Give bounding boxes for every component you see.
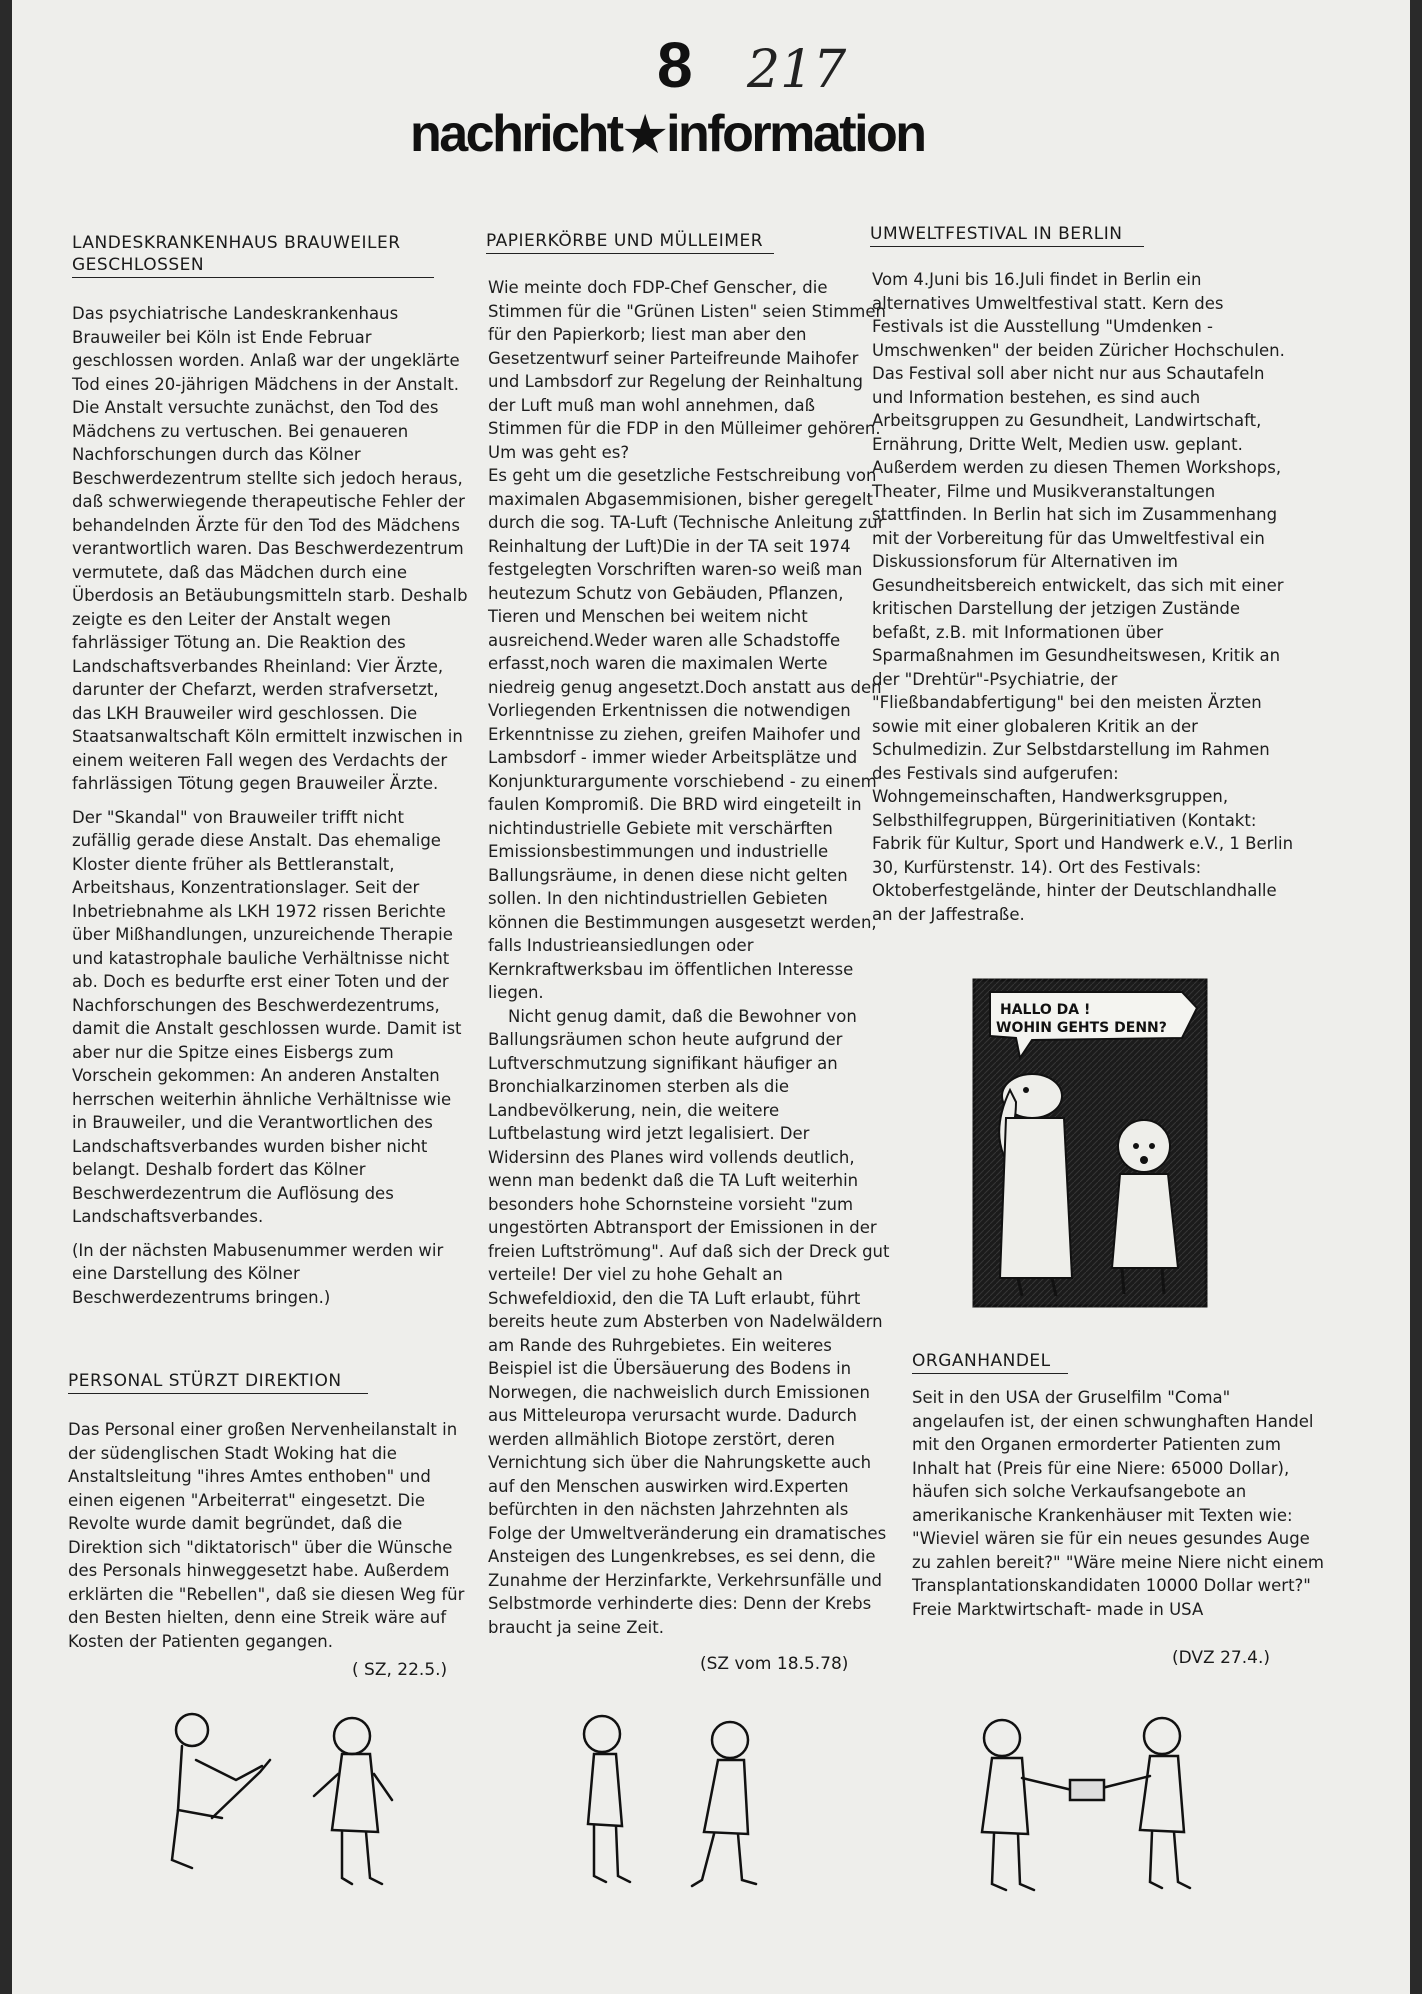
article-title-papierkoerbe: PAPIERKÖRBE UND MÜLLEIMER (486, 230, 774, 254)
article-title-umweltfestival: UMWELTFESTIVAL IN BERLIN (870, 223, 1144, 247)
paragraph: Es geht um die gesetzliche Festschreibung von maximalen Abgasemmisionen, bisher geregelt durch die sog. TA-Luft (Technische Anleitung zur Reinhaltung der Luft)Die in der TA seit 1974 festgelegten Vorschriften waren-so weiß man heutezum Schutz von Gebäuden, Pflanzen, Tieren und Menschen bei weitem nicht ausreichend.Weder waren alle Schadstoffe erfasst,noch waren die maximalen Werte niedreig genug angesetzt.Doch anstatt aus den Vorliegenden Erkentnissen die notwendigen Erkenntnisse zu ziehen, greifen Maihofer und Lambsdorf - immer wieder Arbeitsplätze und Konjunkturargumente vorschiebend - zu einem faulen Kompromiß. Die BRD wird eingeteilt in nichtindustrielle Gebiete mit verschärften Emissionsbestimmungen und industrielle Ballungsräume, in denen diese nicht gelten sollen. In den nichtindustriellen Gebieten können die Bestimmungen ausgesetzt werden, falls Industrieansiedlungen oder Kernkraftwerksbau im öffentlichen Interesse liegen. (488, 466, 885, 1002)
page-number: 8 (657, 29, 695, 101)
dog-and-woman-cartoon (972, 978, 1208, 1308)
handwritten-page-number: 217 (747, 40, 847, 100)
karate-kick-cartoon (152, 1700, 412, 1890)
article-body-papierkoerbe (488, 276, 892, 1649)
star-icon: ★ (623, 109, 665, 162)
source-citation: ( SZ, 22.5.) (352, 1660, 448, 1680)
paragraph: Vom 4.Juni bis 16.Juli findet in Berlin ein alternatives Umweltfestival statt. Kern des Festivals ist die Ausstellung "Umdenken - Umschwenken" der beiden Züricher Hochschulen. Das Festival soll aber nicht nur aus Schautafeln und Information bestehen, es sind auch Arbeitsgruppen zu Gesundheit, Landwirtschaft, Ernährung, Dritte Welt, Medien usw. geplant. Außerdem werden zu diesen Themen Workshops, Theater, Filme und Musikveranstaltungen stattfinden. In Berlin hat sich im Zusammenhang mit der Vorbereitung für das Umweltfestival ein Diskussionsforum für Alternativen im Gesundheitsbereich entwickelt, das sich mit einer kritischen Darstellung der jetzigen Zustände befaßt, z.B. mit Informationen über Sparmaßnahmen im Gesundheitswesen, Kritik an der "Drehtür"-Psychiatrie, der "Fließbandabfertigung" bei den meisten Ärzten sowie mit einer globaleren Kritik an der Schulmedizin. Zur Selbstdarstellung im Rahmen des Festivals sind aufgerufen: Wohngemeinschaften, Handwerksgruppen, Selbsthilfegruppen, Bürgerinitiativen (Kontakt: Fabrik für Kultur, Sport und Handwerk e.V., 1 Berlin 30, Kurfürstenstr. 14). Ort des Festivals: Oktoberfestgelände, hinter der Deutschlandhalle an der Jaffestraße. (872, 270, 1294, 924)
article-title-brauweiler: LANDESKRANKENHAUS BRAUWEILER GESCHLOSSEN (72, 232, 434, 278)
speech-bubble-line2: WOHIN GEHTS DENN? (996, 1020, 1167, 1036)
paragraph: (In der nächsten Mabusenummer werden wir eine Darstellung des Kölner Beschwerdezentrums bringen.) (72, 1240, 444, 1307)
article-title-organhandel: ORGANHANDEL (912, 1350, 1068, 1374)
article-body-personal (68, 1418, 468, 1663)
paragraph: Der "Skandal" von Brauweiler trifft nicht zufällig gerade diese Anstalt. Das ehemalige Kloster diente früher als Bettleranstalt, Arbeitshaus, Konzentrationslager. Seit der Inbetriebnahme als LKH 1972 rissen Berichte über Mißhandlungen, unzureichende Therapie und katastrophale bauliche Verhältnisse nicht ab. Doch es bedurfte erst einer Toten und der Nachforschungen des Beschwerdezentrums, damit die Anstalt geschlossen wurde. Damit ist aber nur die Spitze eines Eisbergs zum Vorschein gekommen: An anderen Anstalten herrschen weiterhin ähnliche Verhältnisse wie in Brauweiler, und die Verantwortlichen des Landschaftsverbandes wurden bisher nicht belangt. Deshalb fordert das Kölner Beschwerdezentrum die Auflösung des Landschaftsverbandes. (72, 807, 462, 1226)
article-title-personal: PERSONAL STÜRZT DIREKTION (68, 1370, 368, 1394)
paragraph: Seit in den USA der Gruselfilm "Coma" angelaufen ist, der einen schwunghaften Handel mit den Organen ermorderter Patienten zum Inhalt hat (Preis für eine Niere: 65000 Dollar), häufen sich solche Verkaufsangebote an amerikanische Krankenhäuser mit Texten wie: "Wieviel wären sie für ein neues gesundes Auge zu zahlen bereit?" "Wäre meine Niere nicht einem Transplantationskandidaten 10000 Dollar wert?" Freie Marktwirtschaft- made in USA (912, 1388, 1324, 1619)
source-citation: (DVZ 27.4.) (1172, 1648, 1270, 1668)
masthead-right: information (666, 105, 925, 163)
article-body-brauweiler (72, 302, 468, 1319)
paragraph: Das psychiatrische Landeskrankenhaus Brauweiler bei Köln ist Ende Februar geschlossen worden. Anlaß war der ungeklärte Tod eines 20-jährigen Mädchens in der Anstalt. Die Anstalt versuchte zunächst, den Tod des Mädchens zu vertuschen. Bei genaueren Nachforschungen durch das Kölner Beschwerdezentrum stellte sich jedoch heraus, daß schwerwiegende therapeutische Fehler der behandelnden Ärzte für den Tod des Mädchens verantwortlich waren. Das Beschwerdezentrum vermutete, daß das Mädchen durch eine Überdosis an Betäubungsmitteln starb. Deshalb zeigte es den Leiter der Anstalt wegen fahrlässiger Tötung an. Die Reaktion des Landschaftsverbandes Rheinland: Vier Ärzte, darunter der Chefarzt, werden strafversetzt, das LKH Brauweiler wird geschlossen. Die Staatsanwaltschaft Köln ermittelt inzwischen in einem weiteren Fall wegen des Verdachts der fahrlässigen Tötung gegen Brauweiler Ärzte. (72, 304, 468, 793)
masthead-left: nachricht (410, 105, 622, 163)
speech-bubble-line1: HALLO DA ! (1000, 1002, 1091, 1018)
judo-exchange-cartoon (962, 1704, 1222, 1894)
article-body-umweltfestival (872, 268, 1300, 936)
newspaper-page (12, 0, 1410, 1994)
masthead-title (410, 104, 940, 164)
article-body-organhandel (912, 1386, 1324, 1631)
judo-bow-cartoon (572, 1704, 782, 1894)
source-citation: (SZ vom 18.5.78) (700, 1654, 849, 1674)
paragraph: Nicht genug damit, daß die Bewohner von Ballungsräumen schon heute aufgrund der Luftverschmutzung signifikant häufiger an Bronchialkarzinomen sterben als die Landbevölkerung, nein, die weitere Luftbelastung wird jetzt legalisiert. Der Widersinn des Planes wird vollends deutlich, wenn man bedenkt daß die TA Luft weiterhin besonders hohe Schornsteine vorsieht "zum ungestörten Abtransport der Emissionen in der freien Luftströmung". Auf daß sich der Dreck gut verteile! Der viel zu hohe Gehalt an Schwefeldioxid, den die TA Luft erlaubt, führt bereits heute zum Absterben von Nadelwäldern am Rande des Ruhrgebietes. Ein weiteres Beispiel ist die Übersäuerung des Bodens in Norwegen, die nachweislich durch Emissionen aus Mitteleuropa verursacht wurde. Dadurch werden allmählich Biotope zerstört, deren Vernichtung sich über die Nahrungskette auch auf den Menschen auswirken wird.Experten befürchten in den nächsten Jahrzehnten als Folge der Umweltveränderung ein dramatisches Ansteigen des Lungenkrebses, es sei denn, die Zunahme der Herzinfarkte, Verkehrsunfälle und Selbstmorde verhinderte dies: Denn der Krebs braucht ja seine Zeit. (488, 1006, 890, 1637)
paragraph: Wie meinte doch FDP-Chef Genscher, die Stimmen für die "Grünen Listen" seien Stimmen für den Papierkorb; liest man aber den Gesetzentwurf seiner Parteifreunde Maihofer und Lambsdorf zur Regelung der Reinhaltung der Luft muß man wohl annehmen, daß Stimmen für die FDP in den Mülleimer gehören. Um was geht es? (488, 278, 886, 462)
paragraph: Das Personal einer großen Nervenheilanstalt in der südenglischen Stadt Woking hat die Anstaltsleitung "ihres Amtes enthoben" und einen eigenen "Arbeiterrat" eingesetzt. Die Revolte wurde damit begründet, daß die Direktion sich "diktatorisch" über die Wünsche des Personals hinweggesetzt habe. Außerdem erklärten die "Rebellen", daß sie diesen Weg für den Besten hielten, denn eine Streik wäre auf Kosten der Patienten gegangen. (68, 1420, 465, 1651)
